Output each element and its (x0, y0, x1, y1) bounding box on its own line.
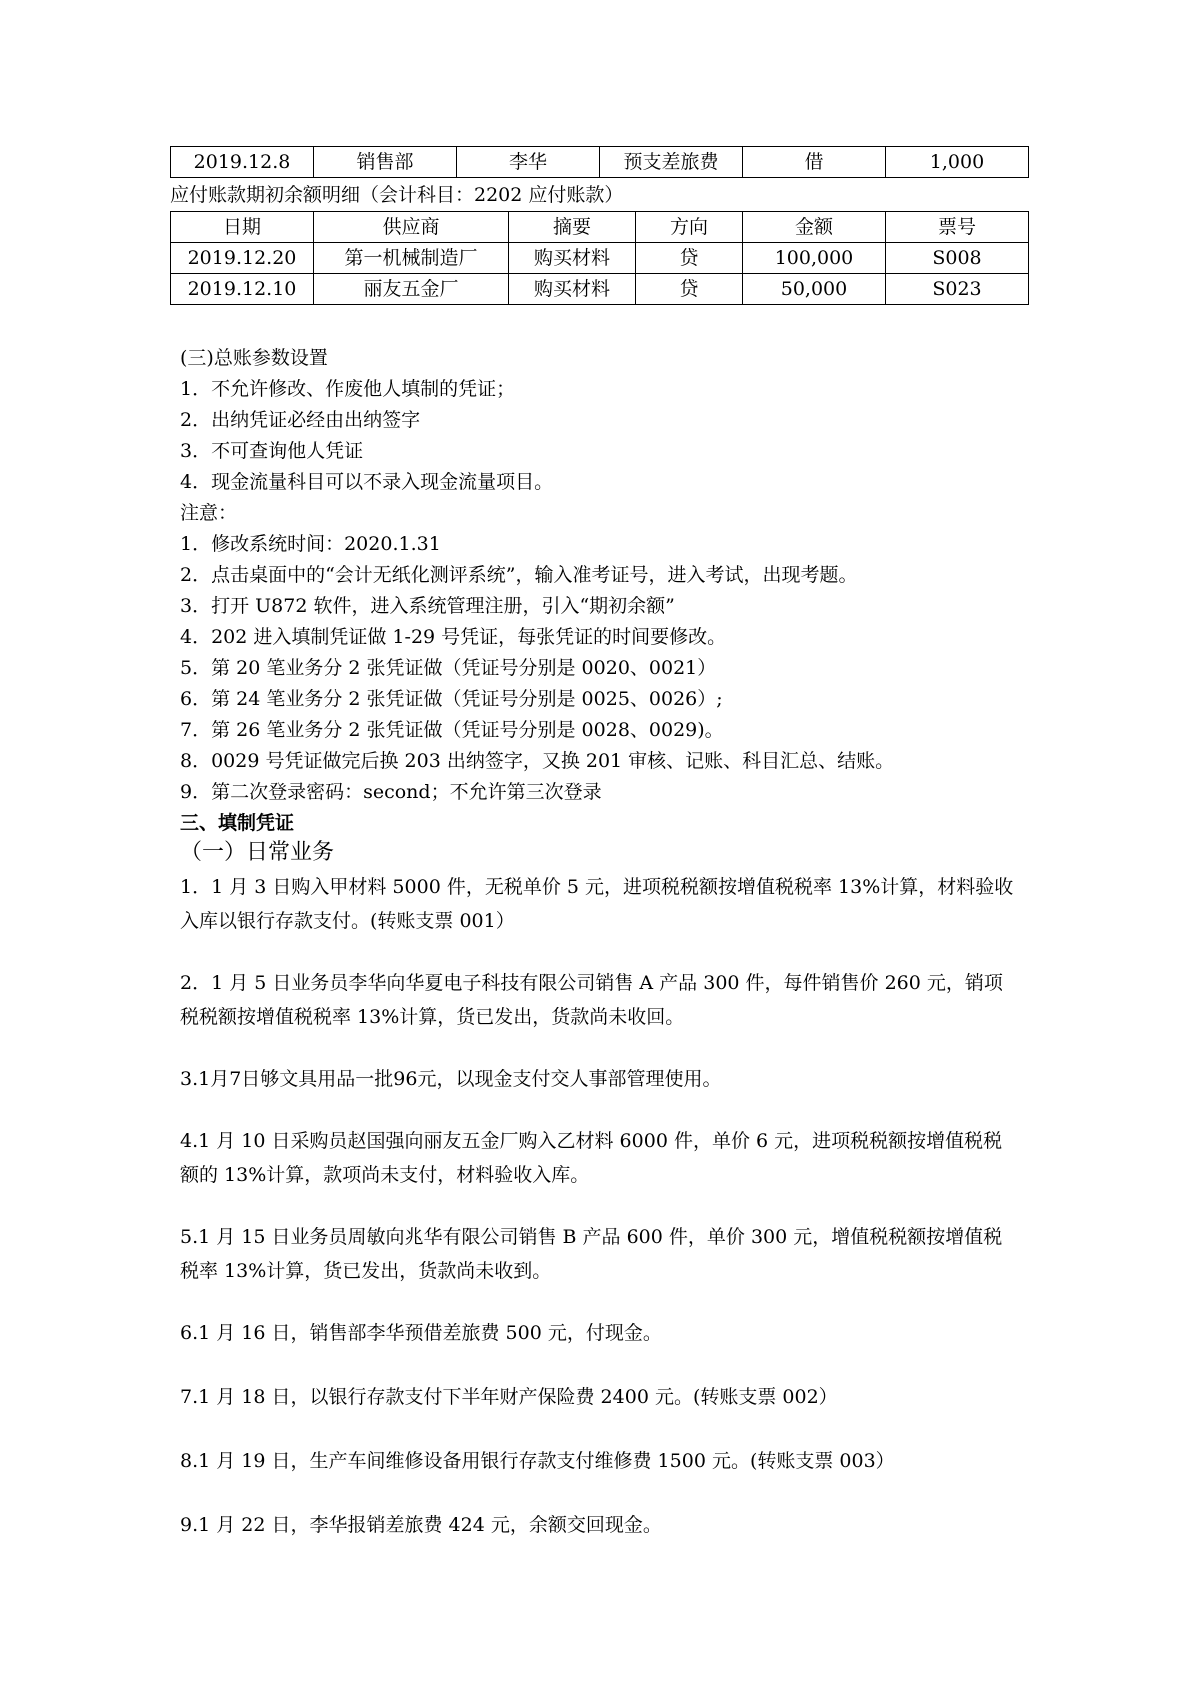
table-cell: 2019.12.8 (171, 147, 314, 178)
table-cell: 丽友五金厂 (314, 274, 509, 305)
table-header-cell: 供应商 (314, 212, 509, 243)
note-item: 4．202 进入填制凭证做 1-29 号凭证，每张凭证的时间要修改。 (180, 626, 727, 648)
ledger-settings-title: (三)总账参数设置 (180, 347, 328, 369)
table-cell: 100,000 (743, 243, 886, 274)
section-subtitle: （一）日常业务 (180, 840, 335, 865)
table-cell: 李华 (457, 147, 600, 178)
ledger-setting-item: 4．现金流量科目可以不录入现金流量项目。 (180, 471, 554, 493)
payable-table (170, 211, 1029, 305)
table-row (171, 274, 1029, 305)
table-row (171, 147, 1029, 178)
business-item: 3.1月7日够文具用品一批96元，以现金支付交人事部管理使用。 (180, 1068, 722, 1090)
note-item: 3．打开 U872 软件，进入系统管理注册，引入“期初余额” (180, 595, 675, 617)
ledger-setting-item: 2．出纳凭证必经由出纳签字 (180, 409, 421, 431)
business-item: 8.1 月 19 日，生产车间维修设备用银行存款支付维修费 1500 元。(转账支票 003） (180, 1450, 895, 1472)
table-cell: 购买材料 (509, 243, 636, 274)
business-item: 2．1 月 5 日业务员李华向华夏电子科技有限公司销售 A 产品 300 件，每件销售价 260 元，销项税税额按增值税税率 13%计算，货已发出，货款尚未收回。 (180, 972, 1003, 1028)
table-header-cell: 金额 (743, 212, 886, 243)
note-item: 5．第 20 笔业务分 2 张凭证做（凭证号分别是 0020、0021） (180, 657, 717, 679)
payable-caption: 应付账款期初余额明细（会计科目：2202 应付账款） (170, 184, 624, 206)
business-item: 9.1 月 22 日，李华报销差旅费 424 元，余额交回现金。 (180, 1514, 662, 1536)
table-cell: 2019.12.20 (171, 243, 314, 274)
business-item: 6.1 月 16 日，销售部李华预借差旅费 500 元，付现金。 (180, 1322, 662, 1344)
table-cell: 销售部 (314, 147, 457, 178)
business-item: 1．1 月 3 日购入甲材料 5000 件，无税单价 5 元，进项税税额按增值税税率 13%计算，材料验收入库以银行存款支付。(转账支票 001） (180, 876, 1014, 932)
business-item: 7.1 月 18 日，以银行存款支付下半年财产保险费 2400 元。(转账支票 002） (180, 1386, 838, 1408)
ledger-setting-item: 1．不允许修改、作废他人填制的凭证； (180, 378, 516, 400)
note-item: 1．修改系统时间：2020.1.31 (180, 533, 441, 555)
note-item: 9．第二次登录密码：second；不允许第三次登录 (180, 781, 602, 803)
table-header-cell: 日期 (171, 212, 314, 243)
note-item: 8．0029 号凭证做完后换 203 出纳签字，又换 201 审核、记账、科目汇总、结账。 (180, 750, 895, 772)
section-title: 三、填制凭证 (180, 812, 295, 834)
table-cell: 1,000 (886, 147, 1029, 178)
notes-title: 注意： (180, 502, 238, 524)
table-cell: 贷 (636, 243, 743, 274)
table-cell: S023 (886, 274, 1029, 305)
table-cell: 预支差旅费 (600, 147, 743, 178)
table-cell: 借 (743, 147, 886, 178)
table-cell: 50,000 (743, 274, 886, 305)
table-header-cell: 摘要 (509, 212, 636, 243)
note-item: 6．第 24 笔业务分 2 张凭证做（凭证号分别是 0025、0026）; (180, 688, 723, 710)
table-cell: S008 (886, 243, 1029, 274)
table-cell: 购买材料 (509, 274, 636, 305)
note-item: 7．第 26 笔业务分 2 张凭证做（凭证号分别是 0028、0029)。 (180, 719, 724, 741)
table-header-cell: 票号 (886, 212, 1029, 243)
note-item: 2．点击桌面中的“会计无纸化测评系统”，输入准考证号，进入考试，出现考题。 (180, 564, 858, 586)
table-cell: 2019.12.10 (171, 274, 314, 305)
table-cell: 第一机械制造厂 (314, 243, 509, 274)
table-header-cell: 方向 (636, 212, 743, 243)
ledger-setting-item: 3．不可查询他人凭证 (180, 440, 364, 462)
table-cell: 贷 (636, 274, 743, 305)
table-header-row (171, 212, 1029, 243)
table-row (171, 243, 1029, 274)
advance-table (170, 146, 1029, 178)
business-item: 5.1 月 15 日业务员周敏向兆华有限公司销售 B 产品 600 件，单价 300 元，增值税税额按增值税税率 13%计算，货已发出，货款尚未收到。 (180, 1226, 1003, 1282)
business-item: 4.1 月 10 日采购员赵国强向丽友五金厂购入乙材料 6000 件，单价 6 元，进项税税额按增值税税额的 13%计算，款项尚未支付，材料验收入库。 (180, 1130, 1003, 1186)
